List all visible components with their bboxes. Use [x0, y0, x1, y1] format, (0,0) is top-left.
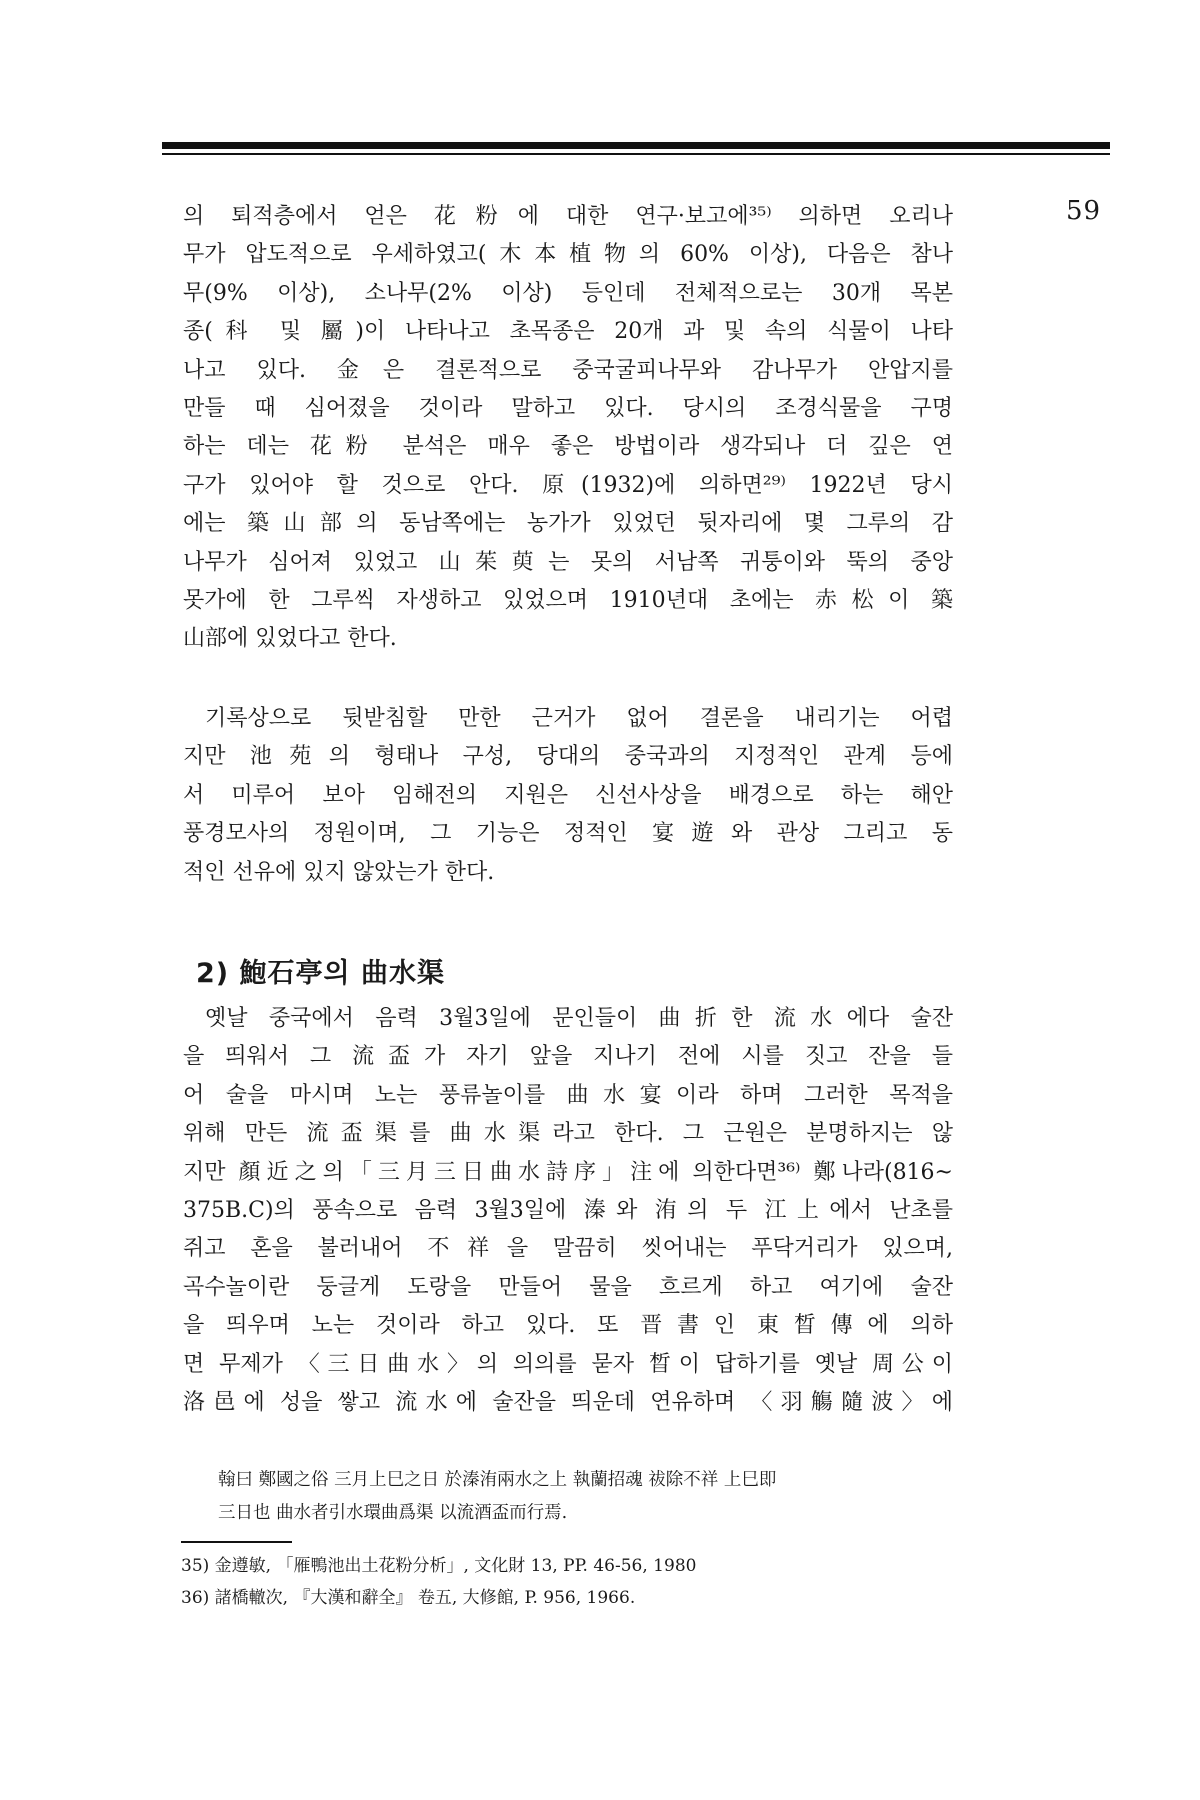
paragraph-line: 만들 때 심어졌을 것이라 말하고 있다. 당시의 조경식물을 구명 — [183, 395, 953, 421]
paragraph-line: 洛邑에 성을 쌓고 流水에 술잔을 띄운데 연유하며 〈羽觴隨波〉에 — [183, 1389, 953, 1415]
paragraph-line: 지만 顏近之의「三月三日曲水詩序」注에 의한다면³⁶⁾ 鄭나라(816~ — [183, 1159, 953, 1185]
section-heading: 2) 鮑石亭의 曲水渠 — [196, 958, 446, 989]
quote-line: 三日也 曲水者引水環曲爲渠 以流酒盃而行焉. — [218, 1503, 568, 1523]
header-rule-thin — [162, 153, 1110, 155]
header-rule-thick — [162, 142, 1110, 149]
paragraph-line: 기록상으로 뒷받침할 만한 근거가 없어 결론을 내리기는 어렵 — [205, 706, 953, 731]
paragraph-line: 山部에 있었다고 한다. — [183, 626, 397, 652]
paragraph-line: 무가 압도적으로 우세하였고(木本植物의 60% 이상), 다음은 참나 — [183, 242, 953, 268]
paragraph-line: 풍경모사의 정원이며, 그 기능은 정적인 宴遊와 관상 그리고 동 — [183, 821, 953, 847]
body-paragraph-3 — [183, 1000, 953, 1422]
paragraph-line: 서 미루어 보아 임해전의 지원은 신선사상을 배경으로 하는 해안 — [183, 782, 953, 808]
footnotes — [181, 1550, 941, 1614]
paragraph-line: 적인 선유에 있지 않았는가 한다. — [183, 859, 495, 885]
paragraph-line: 나고 있다. 金은 결론적으로 중국굴피나무와 감나무가 안압지를 — [183, 357, 953, 383]
paragraph-line: 위해 만든 流盃渠를 曲水渠라고 한다. 그 근원은 분명하지는 않 — [183, 1121, 953, 1147]
paragraph-line: 에는 築山部의 동남쪽에는 농가가 있었던 뒷자리에 몇 그루의 감 — [183, 511, 953, 537]
quote-line: 翰曰 鄭國之俗 三月上巳之日 於溱洧兩水之上 執蘭招魂 祓除不祥 上巳即 — [218, 1470, 777, 1490]
paragraph-line: 어 술을 마시며 노는 풍류놀이를 曲水宴이라 하며 그러한 목적을 — [183, 1082, 953, 1108]
paragraph-line: 을 띄워서 그 流盃가 자기 앞을 지나기 전에 시를 짓고 잔을 들 — [183, 1044, 953, 1070]
paragraph-line: 못가에 한 그루씩 자생하고 있었으며 1910년대 초에는 赤松이 築 — [183, 587, 953, 613]
paragraph-line: 의 퇴적층에서 얻은 花粉에 대한 연구·보고에³⁵⁾ 의하면 오리나 — [183, 204, 953, 229]
footnote-35: 35) 金遵敏, 「雁鴨池出土花粉分析」, 文化財 13, PP. 46-56, 1980 — [181, 1556, 697, 1576]
body-paragraph-2 — [183, 700, 953, 892]
paragraph-line: 종(科 및 屬)이 나타나고 초목종은 20개 과 및 속의 식물이 나타 — [183, 319, 953, 345]
paragraph-line: 지만 池苑의 형태나 구성, 당대의 중국과의 지정적인 관계 등에 — [183, 744, 953, 770]
paragraph-line: 을 띄우며 노는 것이라 하고 있다. 또 晋書인 東晳傳에 의하 — [183, 1313, 953, 1339]
paragraph-line: 곡수놀이란 둥글게 도랑을 만들어 물을 흐르게 하고 여기에 술잔 — [183, 1274, 953, 1300]
paragraph-line: 하는 데는 花粉 분석은 매우 좋은 방법이라 생각되나 더 깊은 연 — [183, 434, 953, 460]
paragraph-line: 나무가 심어져 있었고 山茱萸는 못의 서남쪽 귀퉁이와 뚝의 중앙 — [183, 549, 953, 575]
block-quote — [218, 1464, 938, 1530]
paragraph-line: 옛날 중국에서 음력 3월3일에 문인들이 曲折한 流水에다 술잔 — [205, 1006, 953, 1031]
footnote-36: 36) 諸橋轍次, 『大漢和辭全』 卷五, 大修館, P. 956, 1966. — [181, 1588, 636, 1608]
body-paragraph-1 — [183, 198, 953, 659]
paragraph-line: 375B.C)의 풍속으로 음력 3월3일에 溱와 洧의 두 江上에서 난초를 — [183, 1197, 953, 1223]
paragraph-line: 쥐고 혼을 불러내어 不祥을 말끔히 씻어내는 푸닥거리가 있으며, — [183, 1236, 953, 1262]
paragraph-line: 면 무제가 〈三日曲水〉의 의의를 묻자 晳이 답하기를 옛날 周公이 — [183, 1351, 953, 1377]
page-number: 59 — [1066, 196, 1102, 226]
paragraph-line: 무(9% 이상), 소나무(2% 이상) 등인데 전체적으로는 30개 목본 — [183, 280, 953, 306]
footnote-separator — [181, 1541, 292, 1543]
paragraph-line: 구가 있어야 할 것으로 안다. 原(1932)에 의하면²⁹⁾ 1922년 당시 — [183, 472, 953, 498]
